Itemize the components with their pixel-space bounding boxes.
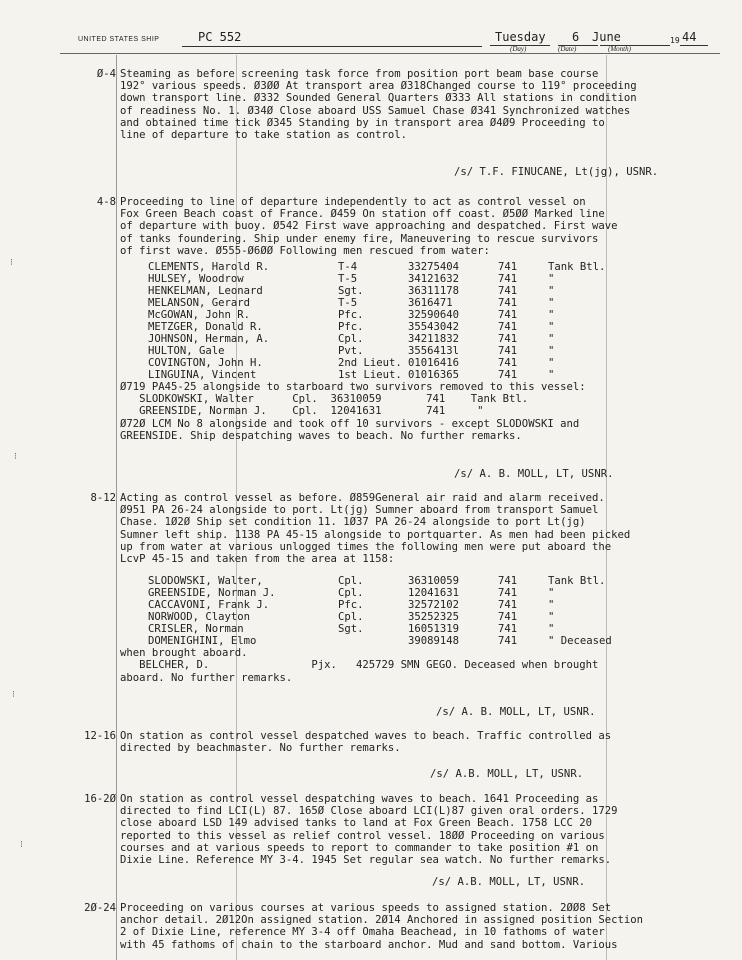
crew-serial: 35543042	[408, 321, 460, 334]
crew-name: JOHNSON, Herman, A.	[148, 333, 270, 346]
log-line: SLODKOWSKI, Walter Cpl. 36310059 741 Tank Btl.	[120, 393, 529, 406]
crew-unit: 741	[498, 587, 518, 600]
watch-time: 16-2Ø	[84, 793, 116, 805]
log-line: directed to find LCI(L) 87. 165Ø Close aboard LCI(L)87 given oral orders. 1729	[120, 805, 618, 818]
crew-rank: Cpl.	[338, 587, 364, 600]
crew-rank: Cpl.	[338, 333, 364, 346]
log-month: June	[592, 30, 621, 44]
log-line: GREENSIDE. Ship despatching waves to beach. No further remarks.	[120, 429, 522, 442]
log-line: GREENSIDE, Norman J. Cpl. 12041631 741 "	[120, 405, 484, 418]
crew-unit: 741	[498, 575, 518, 588]
crew-name: HULSEY, Woodrow	[148, 273, 244, 286]
crew-rank: Sgt.	[338, 623, 364, 636]
crew-unit: 741	[498, 623, 518, 636]
crew-name: MELANSON, Gerard	[148, 297, 251, 310]
crew-serial: 36311178	[408, 285, 460, 298]
crew-row	[148, 297, 678, 309]
log-line: Proceeding on various courses at various speeds to assigned station. 2ØØ8 Set	[120, 902, 612, 914]
watch-time: 4-8	[96, 196, 116, 208]
crew-row	[148, 587, 678, 599]
log-year: 44	[682, 30, 697, 44]
crew-rank: Pfc.	[338, 321, 364, 334]
crew-note: Tank Btl.	[548, 575, 606, 588]
day-caption: (Day)	[510, 45, 527, 53]
crew-name: METZGER, Donald R.	[148, 321, 263, 334]
crew-note: "	[548, 309, 555, 322]
crew-rank: 2nd Lieut.	[338, 357, 402, 370]
crew-rank: 1st Lieut.	[338, 369, 402, 382]
crew-name: LINGUINA, Vincent	[148, 369, 257, 382]
log-line: when brought aboard.	[120, 647, 248, 660]
crew-unit: 741	[498, 599, 518, 612]
crew-name: McGOWAN, John R.	[148, 309, 251, 322]
crew-note: "	[548, 587, 555, 600]
crew-row	[148, 599, 678, 611]
crew-serial: 3616471	[408, 297, 453, 310]
log-line: of tanks foundering. Ship under enemy fire, Maneuvering to rescue survivors	[120, 232, 599, 245]
crew-serial: 16051319	[408, 623, 460, 636]
header-rule	[60, 53, 720, 54]
crew-name: NORWOOD, Clayton	[148, 611, 251, 624]
log-line: anchor detail. 2Ø12On assigned station. 2Ø14 Anchored in assigned position Section	[120, 914, 643, 927]
year-underline	[680, 45, 708, 46]
log-line: BELCHER, D. Pjx. 425729 SMN GEGO. Deceased when brought	[120, 659, 599, 672]
log-line: of departure with buoy. Ø542 First wave approaching and despatched. First wave	[120, 220, 618, 233]
log-line: 192° various speeds. Ø3ØØ At transport area Ø318Changed course to 119° proceeding	[120, 80, 637, 93]
crew-name: CLEMENTS, Harold R.	[148, 261, 270, 274]
log-line: down transport line. Ø332 Sounded General Quarters Ø333 All stations in condition	[120, 92, 637, 105]
crew-rank	[338, 635, 408, 647]
crew-serial: 35252325	[408, 611, 460, 624]
log-line: On station as control vessel despatching waves to beach. 1641 Proceeding as	[120, 793, 599, 805]
crew-rank: Sgt.	[338, 285, 364, 298]
crew-note: "	[548, 321, 555, 334]
crew-unit: 741	[498, 345, 518, 358]
crew-note: "	[548, 611, 555, 624]
crew-unit: 741	[498, 261, 518, 274]
crew-unit: 741	[498, 321, 518, 334]
log-line: of first wave. Ø555-Ø6ØØ Following men rescued from water:	[120, 244, 490, 257]
log-line: Ø719 PA45-25 alongside to starboard two survivors removed to this vessel:	[120, 381, 586, 394]
crew-serial: 01016416	[408, 357, 460, 370]
crew-note: "	[548, 333, 555, 346]
crew-note: "	[548, 623, 555, 636]
crew-unit: 741	[498, 333, 518, 346]
crew-name: CRISLER, Norman	[148, 623, 244, 636]
crew-note: "	[548, 273, 555, 286]
log-line: Acting as control vessel as before. Ø859General air raid and alarm received.	[120, 492, 605, 504]
officer-signature: /s/ A. B. MOLL, LT, USNR.	[454, 468, 614, 480]
crew-rank: T-4	[338, 261, 358, 274]
crew-name: DOMENIGHINI, Elmo	[148, 635, 257, 648]
log-line: reported to this vessel as relief control vessel. 18ØØ Proceeding on various	[120, 829, 605, 842]
log-line: directed by beachmaster. No further remarks.	[120, 742, 401, 755]
officer-signature: /s/ A.B. MOLL, LT, USNR.	[432, 876, 586, 888]
crew-row	[148, 273, 678, 285]
crew-rank: Pvt.	[338, 345, 364, 358]
log-line: and obtained time tick Ø345 Standing by in transport area Ø4Ø9 Proceeding to	[120, 116, 605, 129]
log-line: Dixie Line. Reference MY 3-4. 1945 Set regular sea watch. No further remarks.	[120, 854, 612, 867]
log-line: 2 of Dixie Line, reference MY 3-4 off Omaha Beachead, in 10 fathoms of water	[120, 926, 605, 939]
crew-rank: Cpl.	[338, 611, 364, 624]
log-line: Proceeding to line of departure independently to act as control vessel on	[120, 196, 586, 208]
log-line: with 45 fathoms of chain to the starboard anchor. Mud and sand bottom. Various	[120, 938, 618, 951]
log-line: LcvP 45-15 and taken from the area at 1158:	[120, 553, 395, 566]
crew-row	[148, 635, 678, 647]
crew-note: "	[548, 369, 555, 382]
scan-mark: ⁝	[14, 452, 17, 462]
log-line: On station as control vessel despatched waves to beach. Traffic controlled as	[120, 730, 612, 742]
crew-serial: 01016365	[408, 369, 460, 382]
crew-name: CACCAVONI, Frank J.	[148, 599, 270, 612]
crew-note: " Deceased	[548, 635, 612, 648]
month-caption: (Month)	[608, 45, 631, 53]
crew-name: HULTON, Gale	[148, 345, 225, 358]
crew-row	[148, 345, 678, 357]
officer-signature: /s/ A.B. MOLL, LT, USNR.	[430, 768, 584, 780]
log-day: Tuesday	[495, 30, 546, 44]
log-line: Ø951 PA 26-24 alongside to port. Lt(jg) Sumner aboard from transport Samuel	[120, 504, 599, 517]
crew-row	[148, 575, 678, 587]
log-line: Sumner left ship. 1138 PA 45-15 alongside to portquarter. As men had been picked	[120, 528, 631, 541]
crew-rank: Pfc.	[338, 309, 364, 322]
margin-rule	[116, 55, 117, 960]
crew-serial: 3556413l	[408, 345, 460, 358]
rescued-men-table	[148, 261, 678, 381]
log-date: 6	[572, 30, 580, 44]
crew-note: "	[548, 297, 555, 310]
log-line: Chase. 1Ø2Ø Ship set condition 11. 1Ø37 PA 26-24 alongside to port Lt(jg)	[120, 516, 586, 529]
log-year-prefix: 19	[670, 36, 680, 45]
crew-row	[148, 261, 678, 273]
crew-row	[148, 623, 678, 635]
crew-serial: 12041631	[408, 587, 460, 600]
crew-serial: 39089148	[408, 635, 460, 648]
ship-label: UNITED STATES SHIP	[78, 36, 160, 43]
crew-serial: 32590640	[408, 309, 460, 322]
crew-unit: 741	[498, 309, 518, 322]
log-line: courses and at various speeds to report to commander to take position #1 on	[120, 841, 599, 854]
log-line: Ø72Ø LCM No 8 alongside and took off 10 survivors - except SLODOWSKI and	[120, 417, 580, 430]
transferred-men-table	[148, 575, 678, 647]
log-line: of readiness No. 1. Ø34Ø Close aboard USS Samuel Chase Ø341 Synchronized watches	[120, 104, 631, 117]
crew-rank: T-5	[338, 273, 358, 286]
crew-note: "	[548, 285, 555, 298]
crew-unit: 741	[498, 369, 518, 382]
crew-unit: 741	[498, 357, 518, 370]
watch-time: Ø-4	[96, 68, 116, 80]
crew-serial: 36310059	[408, 575, 460, 588]
crew-unit: 741	[498, 285, 518, 298]
officer-signature: /s/ T.F. FINUCANE, Lt(jg), USNR.	[454, 166, 659, 178]
crew-rank: Pfc.	[338, 599, 364, 612]
date-caption: (Date)	[558, 45, 577, 53]
watch-time: 2Ø-24	[84, 902, 116, 914]
scan-mark: ⁝	[20, 840, 23, 850]
ship-underline	[182, 46, 482, 47]
watch-time: 12-16	[84, 730, 116, 742]
crew-serial: 34211832	[408, 333, 460, 346]
crew-note: "	[548, 345, 555, 358]
crew-unit: 741	[498, 297, 518, 310]
crew-unit: 741	[498, 273, 518, 286]
crew-serial: 33275404	[408, 261, 460, 274]
crew-name: COVINGTON, John H.	[148, 357, 263, 370]
crew-serial: 34121632	[408, 273, 460, 286]
log-line: close aboard LSD 149 advised tanks to land at Fox Green Beach. 1758 LCC 20	[120, 817, 592, 830]
crew-row	[148, 309, 678, 321]
crew-name: SLODOWSKI, Walter,	[148, 575, 263, 588]
crew-row	[148, 285, 678, 297]
crew-rank: Cpl.	[338, 575, 364, 588]
crew-note: "	[548, 599, 555, 612]
crew-name: HENKELMAN, Leonard	[148, 285, 263, 298]
crew-row	[148, 611, 678, 623]
crew-note: Tank Btl.	[548, 261, 606, 274]
crew-row	[148, 369, 678, 381]
crew-unit: 741	[498, 635, 518, 648]
log-line: Steaming as before screening task force from position port beam base course	[120, 68, 599, 80]
officer-signature: /s/ A. B. MOLL, LT, USNR.	[436, 706, 596, 718]
scan-mark: ⁝	[10, 258, 13, 268]
scan-mark: ⁝	[12, 690, 15, 700]
crew-row	[148, 333, 678, 345]
log-line: line of departure to take station as control.	[120, 129, 408, 142]
log-header	[70, 28, 710, 53]
crew-serial: 32572102	[408, 599, 460, 612]
crew-unit: 741	[498, 611, 518, 624]
crew-rank: T-5	[338, 297, 358, 310]
log-line: aboard. No further remarks.	[120, 671, 293, 684]
ship-name: PC 552	[198, 30, 242, 44]
crew-name: GREENSIDE, Norman J.	[148, 587, 276, 600]
crew-note: "	[548, 357, 555, 370]
crew-row	[148, 357, 678, 369]
crew-row	[148, 321, 678, 333]
log-line: Fox Green Beach coast of France. Ø459 On station off coast. Ø5ØØ Marked line	[120, 208, 605, 221]
watch-time: 8-12	[90, 492, 116, 504]
log-line: up from water at various unlogged times the following men were put aboard the	[120, 540, 612, 553]
